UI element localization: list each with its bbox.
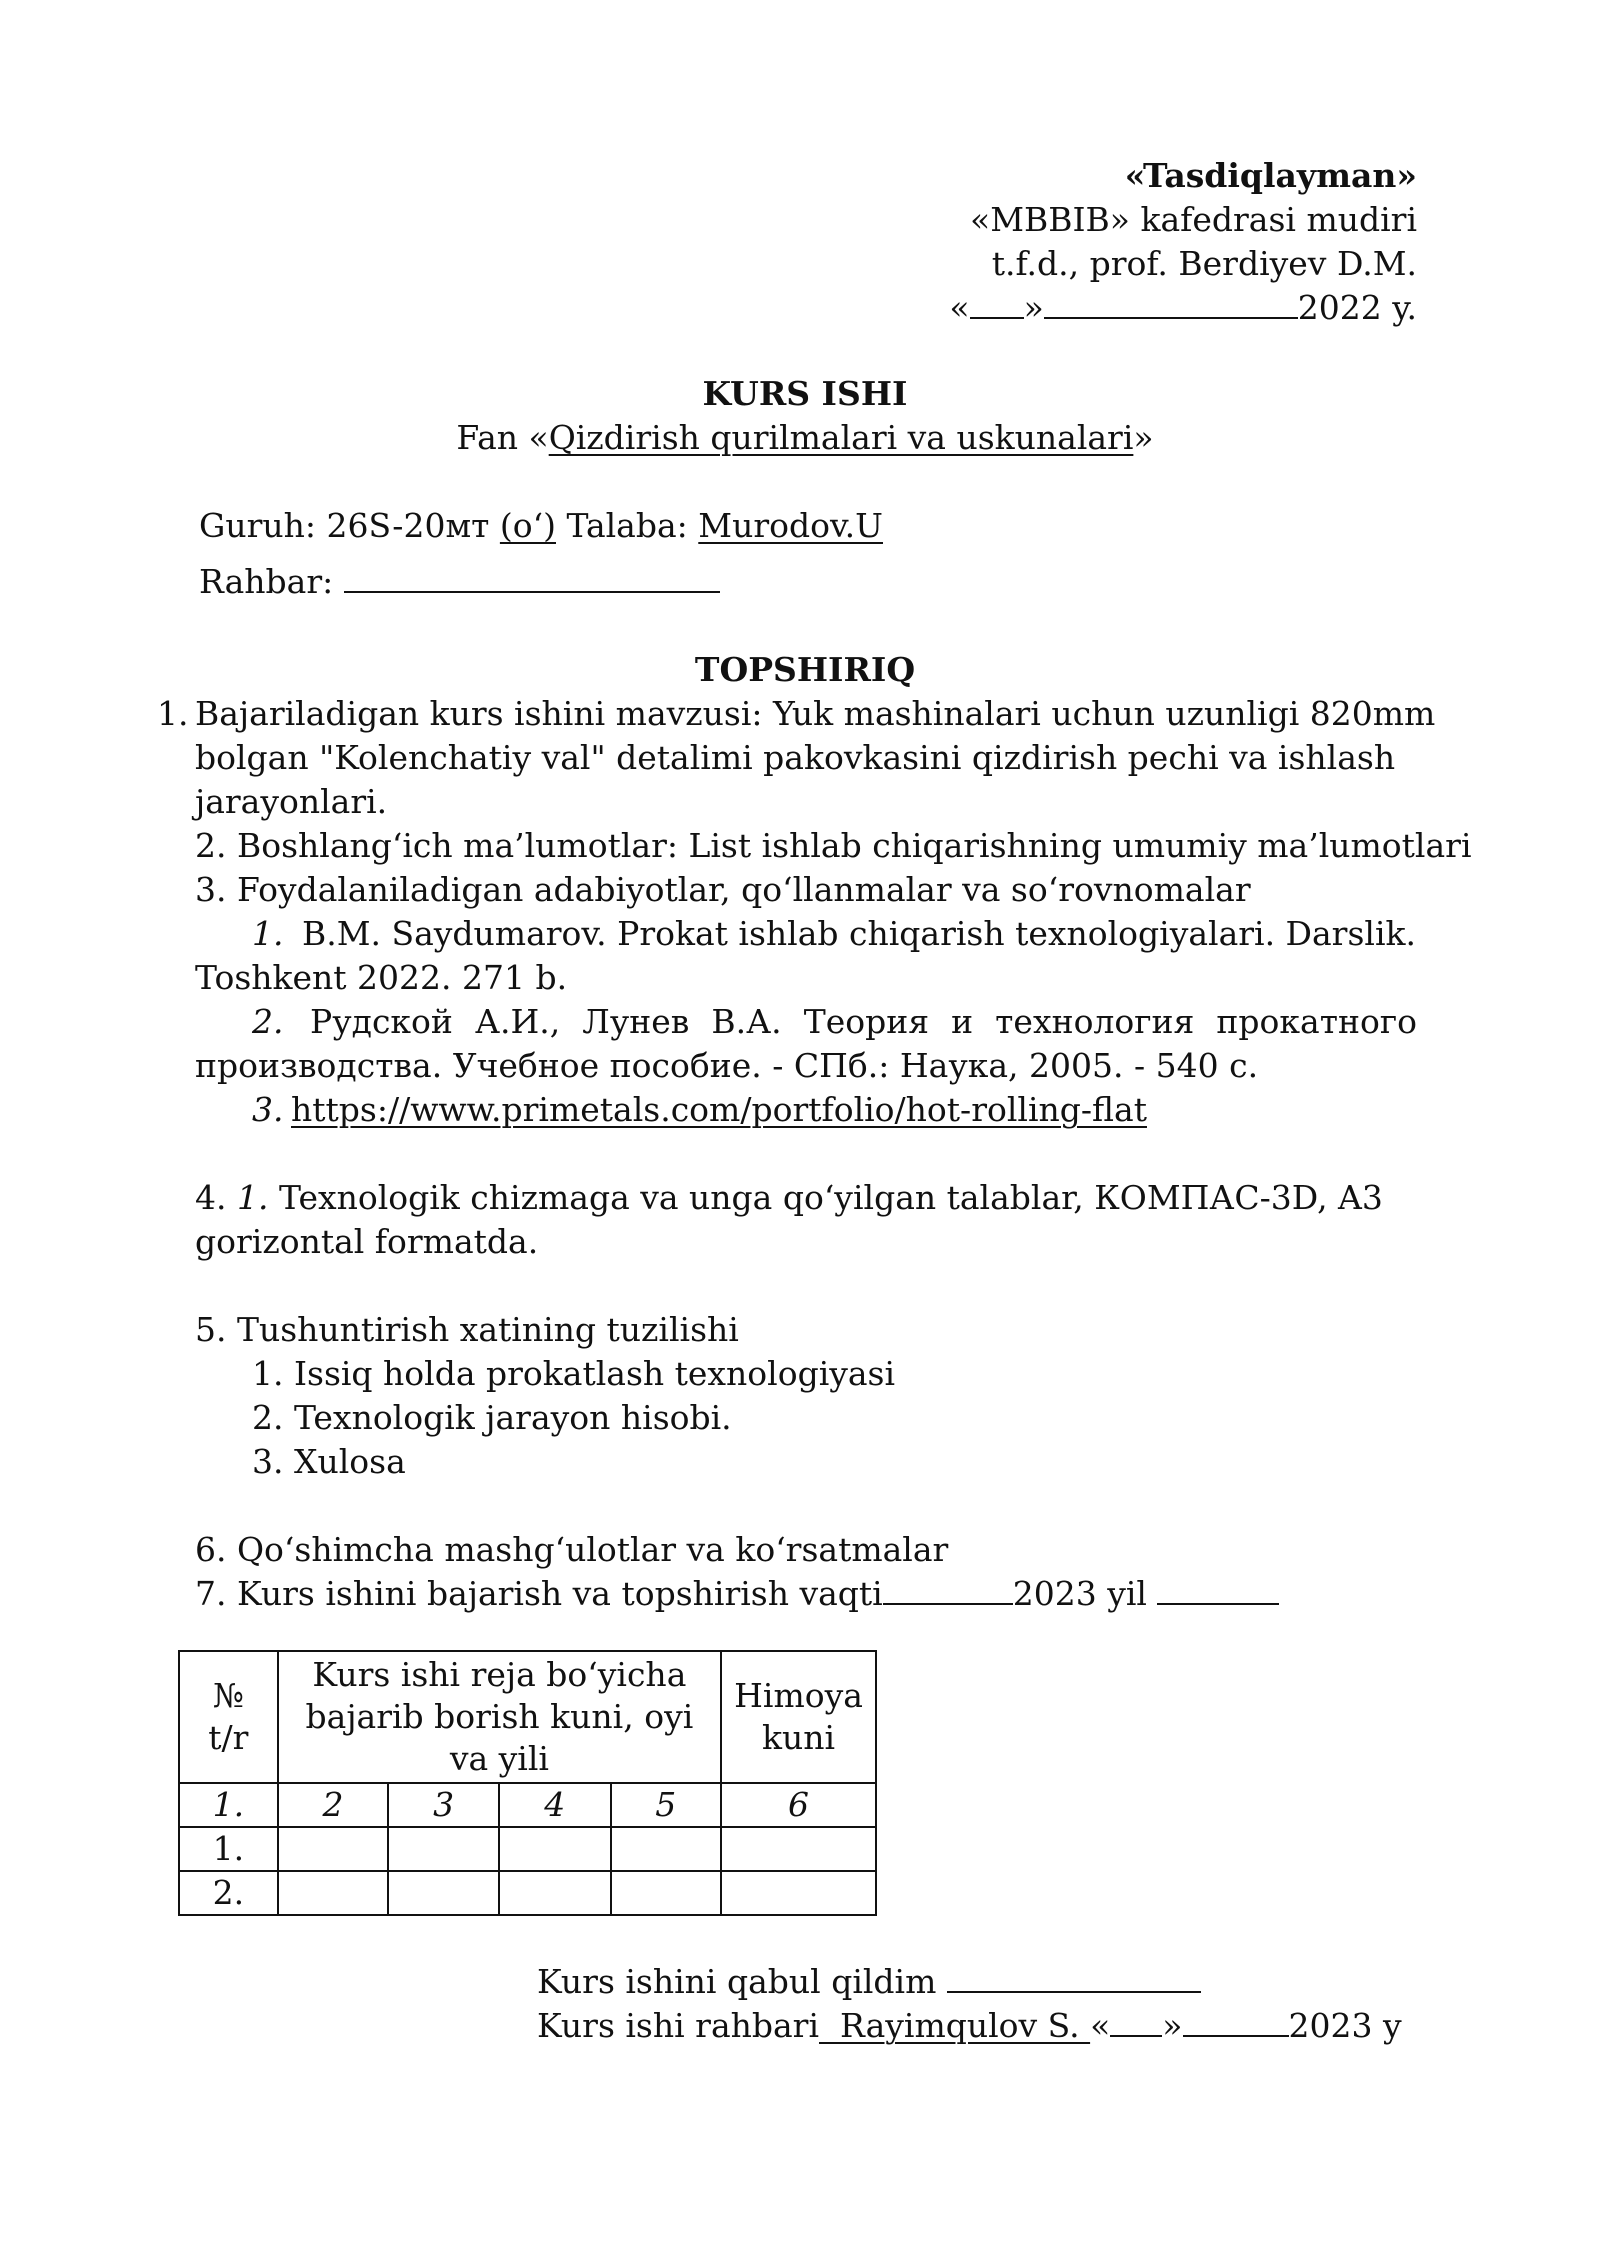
task-item4-line2: gorizontal formatda. (195, 1222, 539, 1261)
task-item4-line1 (195, 1176, 1383, 1220)
table-cell[interactable] (611, 1871, 722, 1915)
footer-leader-line (537, 2004, 1402, 2048)
reference1-line1: B.M. Saydumarov. Prokat ishlab chiqarish texnologiyalari. Darslik. (302, 914, 1416, 953)
leader-label: Rahbar: (199, 562, 334, 601)
header-defense-cell (721, 1651, 876, 1783)
approval-month-blank (1044, 287, 1298, 319)
table-cell[interactable] (721, 1871, 876, 1915)
table-cell[interactable] (278, 1827, 389, 1871)
table-numbering-row (179, 1783, 876, 1827)
row-number-cell: 1. (179, 1827, 278, 1871)
task-item3: 3. Foydalaniladigan adabiyotlar, qo‘llanmalar va so‘rovnomalar (195, 870, 1251, 909)
approval-title: «Tasdiqlayman» (1124, 156, 1417, 195)
row-number-cell: 2. (179, 1871, 278, 1915)
task-item1-number: 1. (157, 694, 189, 733)
subject-name: Qizdirish qurilmalari va uskunalari (548, 418, 1134, 457)
footer-leader-label: Kurs ishi rahbari (537, 2006, 819, 2045)
header-plan-text: Kurs ishi reja bo‘yicha bajarib borish kuni, oyi va yili (305, 1655, 694, 1778)
document-title: KURS ISHI (702, 374, 908, 413)
approval-date-year: 2022 y. (1297, 288, 1417, 327)
approval-day-blank (970, 287, 1024, 319)
leader-blank (344, 561, 720, 593)
reference3-link[interactable]: https://www.primetals.com/portfolio/hot-rolling-flat (291, 1090, 1147, 1129)
task-item5-sub3: 3. Xulosa (252, 1442, 406, 1481)
table-cell[interactable] (388, 1871, 499, 1915)
approval-professor: t.f.d., prof. Berdiyev D.M. (991, 244, 1417, 283)
student-label: Talaba: (566, 506, 688, 545)
accepted-line (537, 1960, 1201, 2004)
task-item5-sub1: 1. Issiq holda prokatlash texnologiyasi (252, 1354, 896, 1393)
footer-date-mid: » (1162, 2006, 1183, 2045)
task-item5-sub2: 2. Texnologik jarayon hisobi. (252, 1398, 732, 1437)
footer-date-open: « (1090, 2006, 1111, 2045)
task-item1-line1: Bajariladigan kurs ishini mavzusi: Yuk mashinalari uchun uzunligi 820mm (195, 694, 1436, 733)
task-item6: 6. Qo‘shimcha mashg‘ulotlar va ko‘rsatmalar (195, 1530, 949, 1569)
numbering-cell: 5 (611, 1783, 722, 1827)
numbering-cell: 1. (179, 1783, 278, 1827)
header-number-cell (179, 1651, 278, 1783)
table-header-row (179, 1651, 876, 1783)
task-item7-text: 7. Kurs ishini bajarish va topshirish vaqti (195, 1574, 883, 1613)
header-plan-cell (278, 1651, 721, 1783)
approval-department-head: «MBBIB» kafedrasi mudiri (970, 200, 1417, 239)
subject-suffix: » (1133, 418, 1154, 457)
subject-line (0, 416, 1600, 460)
header-number-line1: № (212, 1676, 244, 1715)
approval-date-open: « (949, 288, 970, 327)
table-cell[interactable] (499, 1827, 611, 1871)
task-item7-year: 2023 yil (1012, 1574, 1147, 1613)
reference3-number: 3. (252, 1090, 284, 1129)
task-item7-end-blank (1157, 1573, 1279, 1605)
accepted-signature-blank (947, 1961, 1201, 1993)
task-item4-number: 4. (195, 1178, 227, 1217)
numbering-cell: 6 (721, 1783, 876, 1827)
numbering-cell: 4 (499, 1783, 611, 1827)
numbering-cell: 3 (388, 1783, 499, 1827)
task-item2: 2. Boshlang‘ich ma’lumotlar: List ishlab chiqarishning umumiy ma’lumotlari (195, 826, 1472, 865)
leader-line (199, 560, 720, 604)
task-item5: 5. Tushuntirish xatining tuzilishi (195, 1310, 739, 1349)
group-label: Guruh: 26S-20мт (199, 506, 490, 545)
table-cell[interactable] (721, 1827, 876, 1871)
footer-leader-name: Rayimqulov S. (819, 2006, 1091, 2045)
student-name: Murodov.U (698, 506, 883, 545)
table-cell[interactable] (278, 1871, 389, 1915)
footer-month-blank (1183, 2005, 1289, 2037)
task-title: TOPSHIRIQ (694, 650, 916, 689)
header-number-line2: t/r (208, 1718, 249, 1757)
header-defense-line1: Himoya (734, 1676, 863, 1715)
reference1-number: 1. (252, 914, 284, 953)
schedule-table (178, 1650, 877, 1916)
subject-prefix: Fan « (456, 418, 549, 457)
table-cell[interactable] (499, 1871, 611, 1915)
footer-day-blank (1110, 2005, 1162, 2037)
task-item4-sub-number: 1. (237, 1178, 269, 1217)
table-cell[interactable] (611, 1827, 722, 1871)
header-defense-line2: kuni (762, 1718, 836, 1757)
reference2-number: 2. (252, 1002, 284, 1041)
group-code: (o‘) (499, 506, 556, 545)
approval-date-line (949, 286, 1417, 330)
approval-date-mid: » (1023, 288, 1044, 327)
task-item7-date-blank (883, 1573, 1013, 1605)
table-row (179, 1827, 876, 1871)
reference2-line1: Рудской А.И., Лунев В.А. Теория и технология прокатного (310, 1002, 1417, 1041)
footer-date-year: 2023 y (1288, 2006, 1402, 2045)
table-cell[interactable] (388, 1827, 499, 1871)
group-student-line (199, 504, 883, 548)
table-row (179, 1871, 876, 1915)
reference1-line2: Toshkent 2022. 271 b. (195, 958, 568, 997)
task-item1-line3: jarayonlari. (195, 782, 388, 821)
numbering-cell: 2 (278, 1783, 389, 1827)
task-item1-line2: bolgan "Kolenchatiy val" detalimi pakovkasini qizdirish pechi va ishlash (195, 738, 1396, 777)
reference2-line2: производства. Учебное пособие. ‑ СПб.: Наука, 2005. ‑ 540 с. (195, 1046, 1259, 1085)
accepted-label: Kurs ishini qabul qildim (537, 1962, 937, 2001)
task-item4-text: Texnologik chizmaga va unga qo‘yilgan talablar, КОМПАС-3D, A3 (279, 1178, 1383, 1217)
task-item7 (195, 1572, 1279, 1616)
